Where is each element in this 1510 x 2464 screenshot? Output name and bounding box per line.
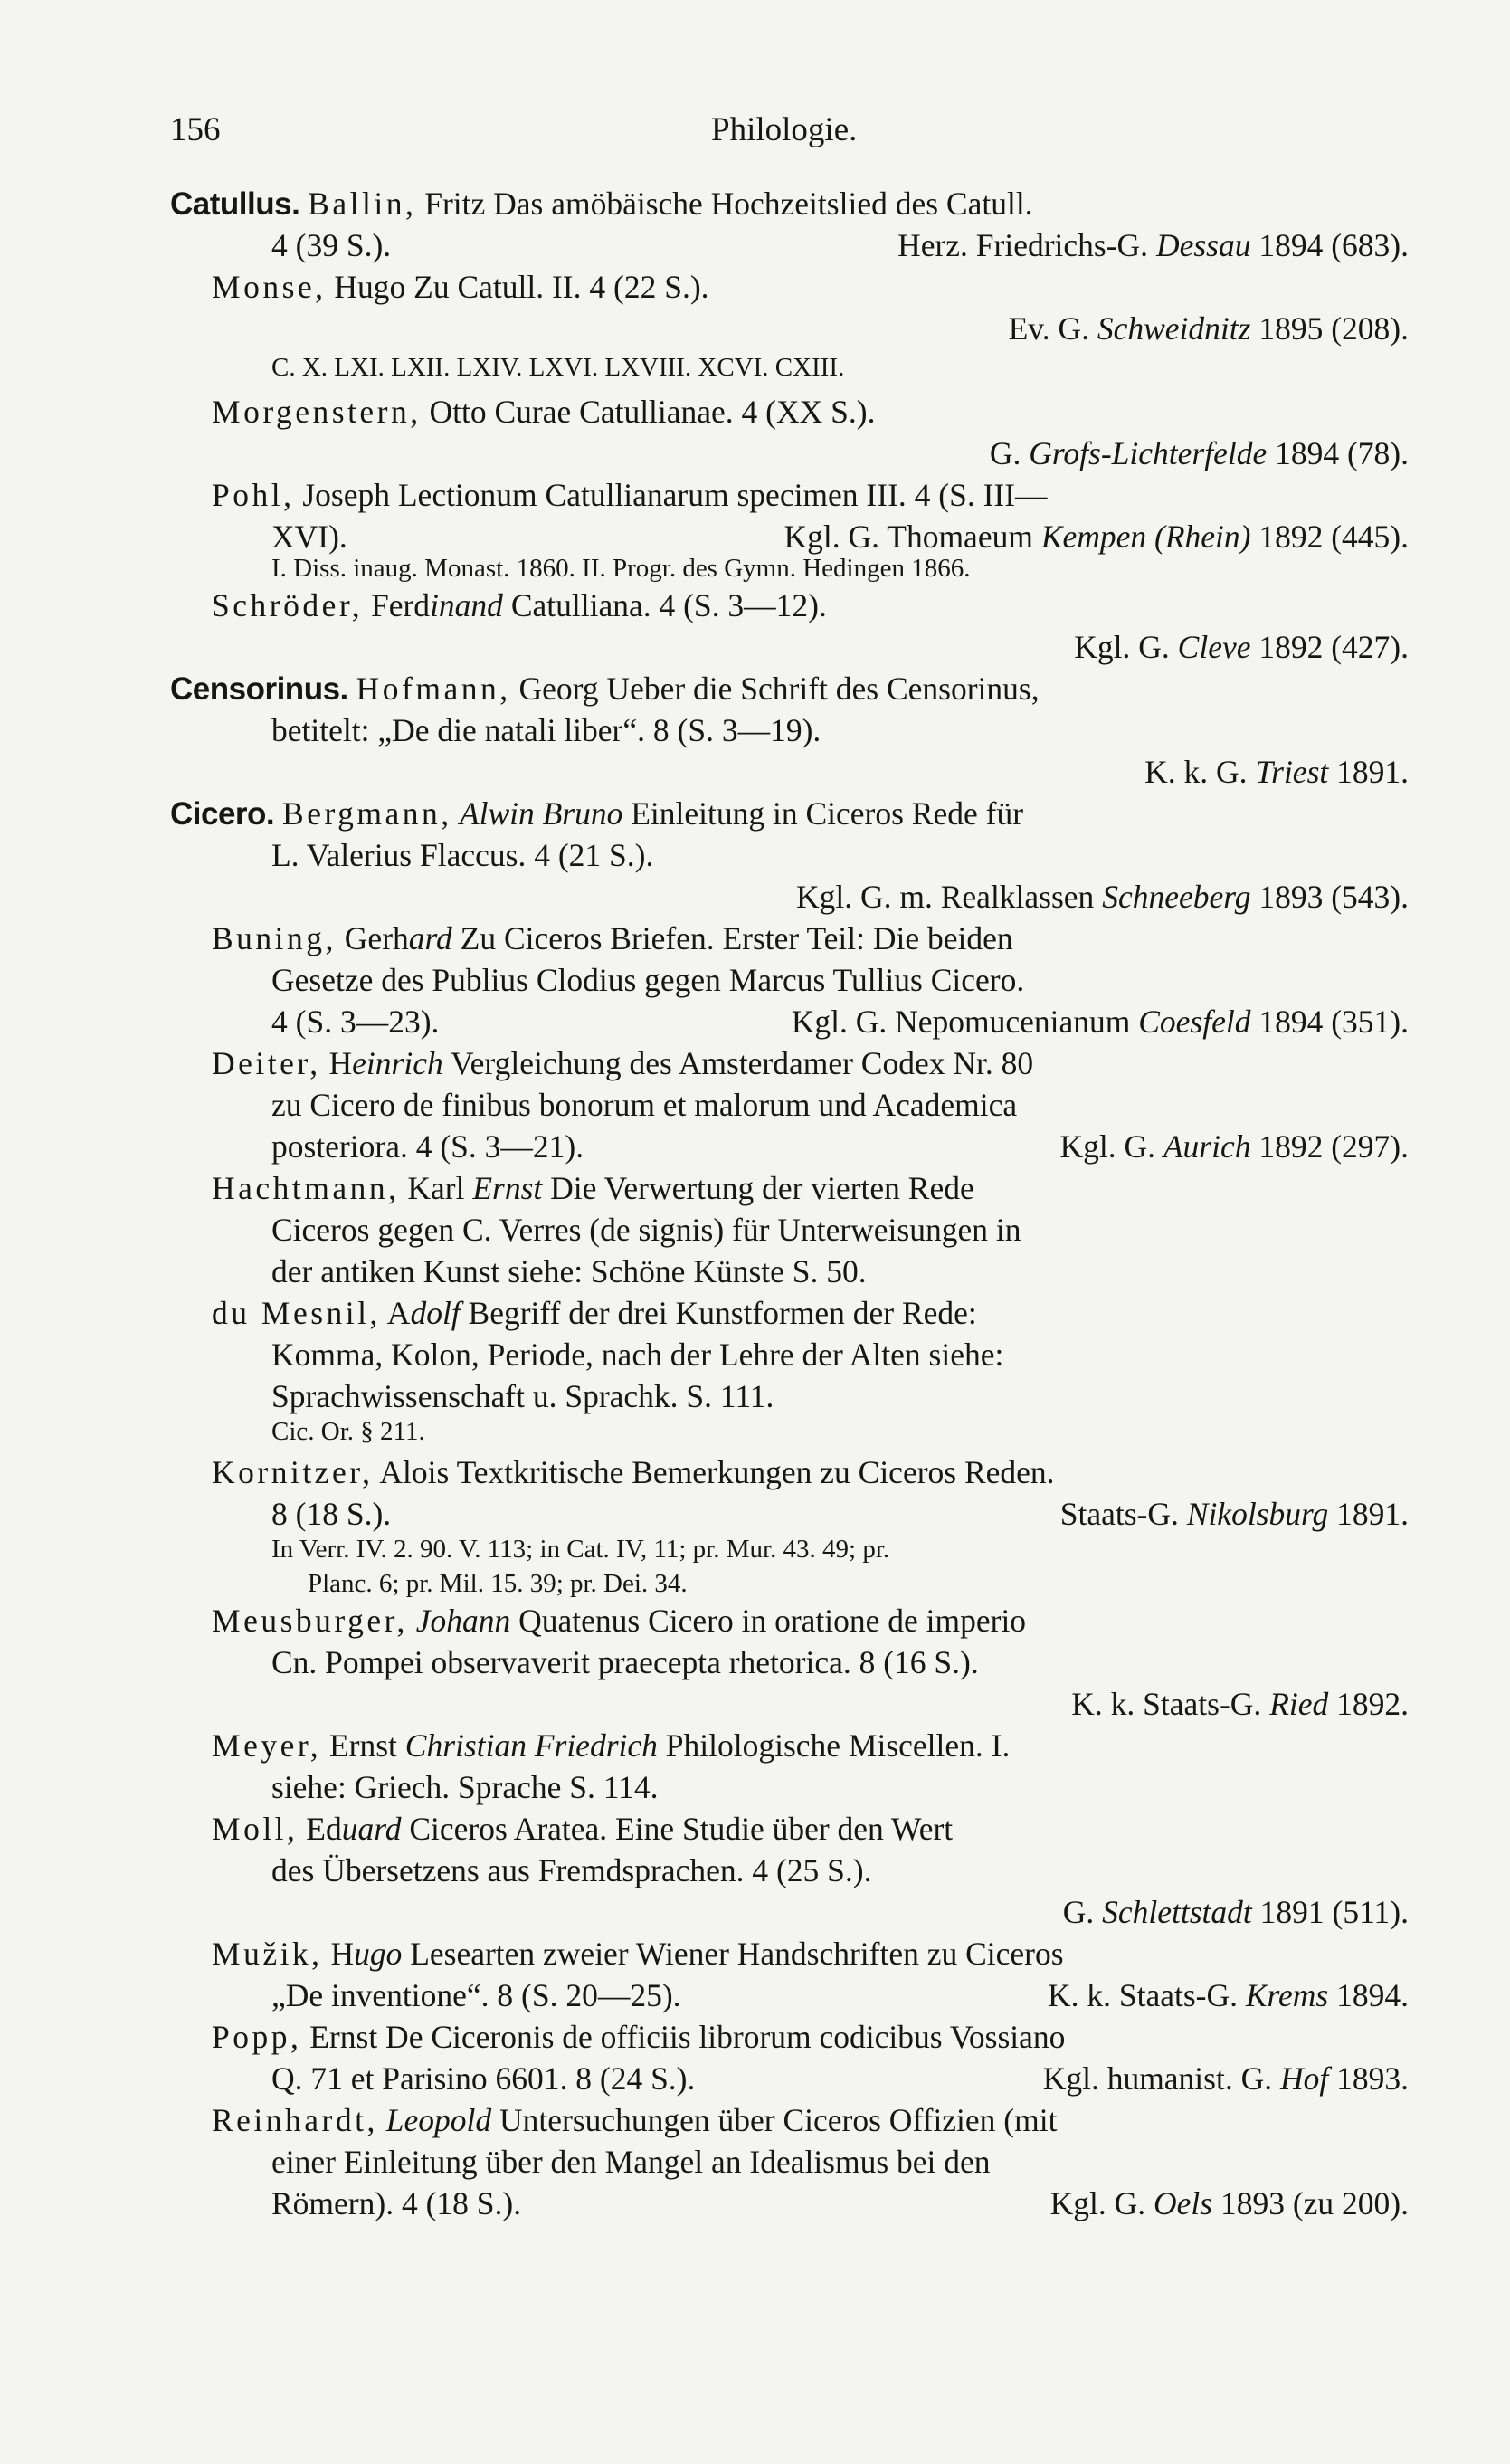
author-name: Schröder, <box>212 587 364 623</box>
author-name: du Mesnil, <box>212 1295 381 1331</box>
entry-line: Moll, Eduard Ciceros Aratea. Eine Studie über den Wert <box>212 1811 954 1847</box>
entry-line: siehe: Griech. Sprache S. 114. <box>271 1769 659 1805</box>
note-line: Planc. 6; pr. Mil. 15. 39; pr. Dei. 34. <box>308 1569 688 1598</box>
entry-line: Reinhardt, Leopold Untersuchungen über Ciceros Offizien (mit <box>212 2102 1058 2138</box>
section-headword: Catullus. <box>170 186 300 222</box>
entry-line: Kgl. G. Thomaeum Kempen (Rhein) 1892 (445). <box>783 518 1409 555</box>
author-name: Mužik, <box>212 1936 323 1972</box>
entry-line: Komma, Kolon, Periode, nach der Lehre der Alten siehe: <box>271 1337 1004 1373</box>
author-name: Popp, <box>212 2019 302 2055</box>
entry-line: Monse, Hugo Zu Catull. II. 4 (22 S.). <box>212 269 709 305</box>
entry-line: der antiken Kunst siehe: Schöne Künste S. 50. <box>271 1253 867 1289</box>
entry-line: Kornitzer, Alois Textkritische Bemerkungen zu Ciceros Reden. <box>212 1454 1055 1490</box>
entry-line: Q. 71 et Parisino 6601. 8 (24 S.). <box>271 2060 696 2097</box>
entry-line: Sprachwissenschaft u. Sprachk. S. 111. <box>271 1378 774 1414</box>
entry-line: einer Einleitung über den Mangel an Idealismus bei den <box>271 2144 991 2180</box>
entry-line: posteriora. 4 (S. 3—21). <box>271 1128 584 1165</box>
entry-line: Kgl. G. Cleve 1892 (427). <box>1074 629 1409 665</box>
entry-line: Buning, Gerhard Zu Ciceros Briefen. Erster Teil: Die beiden <box>212 920 1013 956</box>
author-name: Meyer, <box>212 1727 322 1764</box>
entry-line: Ciceros gegen C. Verres (de signis) für Unterweisungen in <box>271 1212 1021 1248</box>
entry-line: Kgl. humanist. G. Hof 1893. <box>1042 2060 1409 2097</box>
entry-line: Pohl, Joseph Lectionum Catullianarum specimen III. 4 (S. III— <box>212 477 1048 513</box>
entry-line: Römern). 4 (18 S.). <box>271 2185 522 2221</box>
entry-line: du Mesnil, Adolf Begriff der drei Kunstformen der Rede: <box>212 1295 977 1331</box>
entry-line: des Übersetzens aus Fremdsprachen. 4 (25 S.). <box>271 1852 872 1888</box>
entry-line: L. Valerius Flaccus. 4 (21 S.). <box>271 837 654 873</box>
entry-line: Herz. Friedrichs-G. Dessau 1894 (683). <box>897 227 1409 263</box>
entry-line: Cn. Pompei observaverit praecepta rhetorica. 8 (16 S.). <box>271 1644 979 1680</box>
entry-line: K. k. G. Triest 1891. <box>1144 754 1409 790</box>
author-name: Meusburger, <box>212 1603 408 1639</box>
entry-line: zu Cicero de finibus bonorum et malorum und Academica <box>271 1087 1018 1123</box>
note-line: I. Diss. inaug. Monast. 1860. II. Progr. des Gymn. Hedingen 1866. <box>271 554 971 583</box>
entry-line: Catullus. Ballin, Fritz Das amöbäische Hochzeitslied des Catull. <box>170 186 1033 222</box>
author-name: Morgenstern, <box>212 394 422 430</box>
entry-line: K. k. Staats-G. Ried 1892. <box>1071 1686 1409 1722</box>
entry-line: Morgenstern, Otto Curae Catullianae. 4 (XX S.). <box>212 394 876 430</box>
author-name: Hofmann, <box>356 671 511 707</box>
entry-line: K. k. Staats-G. Krems 1894. <box>1047 1977 1409 2013</box>
note-line: In Verr. IV. 2. 90. V. 113; in Cat. IV, 11; pr. Mur. 43. 49; pr. <box>271 1535 890 1564</box>
section-headword: Censorinus. <box>170 671 348 707</box>
author-name: Moll, <box>212 1811 299 1847</box>
entry-line: 8 (18 S.). <box>271 1496 392 1532</box>
entry-line: Meyer, Ernst Christian Friedrich Philologische Miscellen. I. <box>212 1727 1011 1764</box>
entry-line: Cicero. Bergmann, Alwin Bruno Einleitung in Ciceros Rede für <box>170 795 1024 832</box>
entry-line: Kgl. G. Nepomucenianum Coesfeld 1894 (351). <box>791 1004 1409 1040</box>
page-number: 156 <box>170 111 221 148</box>
author-name: Hachtmann, <box>212 1170 400 1206</box>
entry-line: Meusburger, Johann Quatenus Cicero in oratione de imperio <box>212 1603 1027 1639</box>
section-headword: Cicero. <box>170 796 275 832</box>
entry-line: Gesetze des Publius Clodius gegen Marcus Tullius Cicero. <box>271 962 1025 998</box>
entry-line: Kgl. G. m. Realklassen Schneeberg 1893 (543). <box>796 879 1409 915</box>
entry-line: Ev. G. Schweidnitz 1895 (208). <box>1008 310 1409 347</box>
entry-line: betitelt: „De die natali liber“. 8 (S. 3—19). <box>271 712 821 748</box>
entry-line: Hachtmann, Karl Ernst Die Verwertung der vierten Rede <box>212 1170 974 1206</box>
author-name: Reinhardt, <box>212 2102 378 2138</box>
entry-line: G. Schlettstadt 1891 (511). <box>1062 1894 1409 1930</box>
entry-line: XVI). <box>271 518 347 555</box>
note-line: C. X. LXI. LXII. LXIV. LXVI. LXVIII. XCVI. CXIII. <box>271 353 845 382</box>
author-name: Ballin, <box>308 186 417 222</box>
entry-line: Schröder, Ferdinand Catulliana. 4 (S. 3—12). <box>212 587 827 623</box>
entry-line: 4 (39 S.). <box>271 227 392 263</box>
entry-line: Mužik, Hugo Lesearten zweier Wiener Handschriften zu Ciceros <box>212 1936 1064 1972</box>
author-name: Monse, <box>212 269 327 305</box>
entry-line: Staats-G. Nikolsburg 1891. <box>1059 1496 1409 1532</box>
author-name: Buning, <box>212 920 337 956</box>
entry-line: 4 (S. 3—23). <box>271 1004 440 1040</box>
author-name: Kornitzer, <box>212 1454 374 1490</box>
entry-line: Popp, Ernst De Ciceronis de officiis librorum codicibus Vossiano <box>212 2019 1066 2055</box>
entry-line: Kgl. G. Aurich 1892 (297). <box>1059 1128 1409 1165</box>
entry-line: Deiter, Heinrich Vergleichung des Amsterdamer Codex Nr. 80 <box>212 1045 1034 1081</box>
note-line: Cic. Or. § 211. <box>271 1417 425 1446</box>
entry-line: „De inventione“. 8 (S. 20—25). <box>271 1977 681 2013</box>
author-name: Bergmann, <box>282 795 452 832</box>
entry-line: Censorinus. Hofmann, Georg Ueber die Schrift des Censorinus, <box>170 671 1040 707</box>
entry-line: G. Grofs-Lichterfelde 1894 (78). <box>989 435 1409 471</box>
entry-line: Kgl. G. Oels 1893 (zu 200). <box>1049 2185 1409 2221</box>
author-name: Pohl, <box>212 477 295 513</box>
author-name: Deiter, <box>212 1045 321 1081</box>
running-title: Philologie. <box>711 111 858 148</box>
